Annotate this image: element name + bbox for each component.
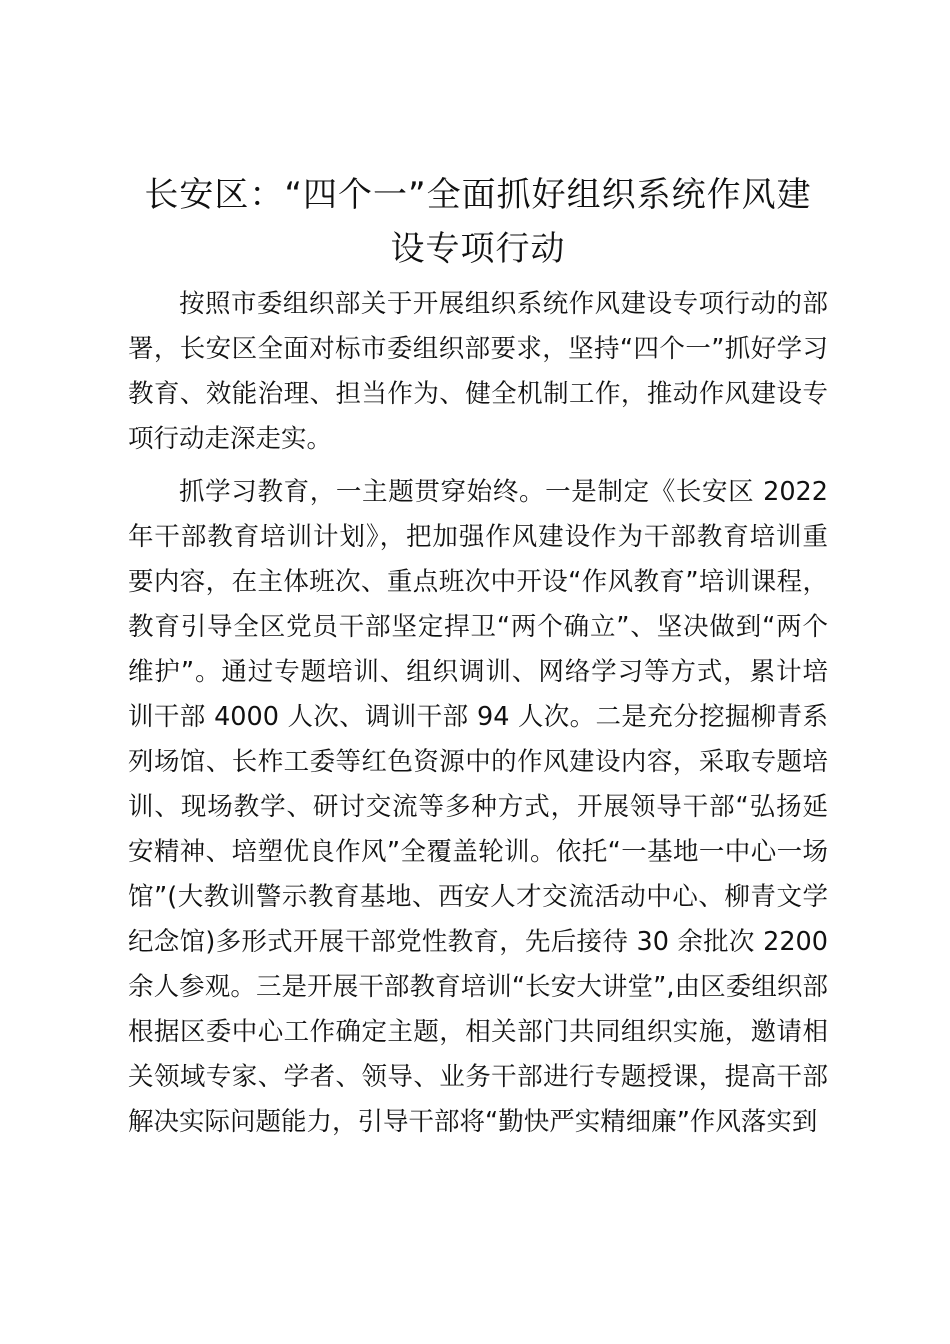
paragraph-intro: 按照市委组织部关于开展组织系统作风建设专项行动的部署，长安区全面对标市委组织部要求，坚持“四个一”抓好学习教育、效能治理、担当作为、健全机制工作，推动作风建设专项行动走深走实。 bbox=[128, 289, 828, 454]
title-line-1: 长安区：“四个一”全面抓好组织系统作风建 bbox=[144, 175, 812, 215]
document-title bbox=[128, 168, 828, 276]
title-line-2: 设专项行动 bbox=[390, 229, 566, 269]
document-content bbox=[128, 168, 828, 1153]
paragraph-study-education: 抓学习教育，一主题贯穿始终。一是制定《长安区 2022 年干部教育培训计划》，把加强作风建设作为干部教育培训重要内容，在主体班次、重点班次中开设“作风教育”培训课程，教育引导全区党员干部坚定捍卫“两个确立”、坚决做到“两个维护”。通过专题培训、组织调训、网络学习等方式，累计培训干部 4000 人次、调训干部 94 人次。二是充分挖掘柳青系列场馆、长柞工委等红色资源中的作风建设内容，采取专题培训、现场教学、研讨交流等多种方式，开展领导干部“弘扬延安精神、培塑优良作风”全覆盖轮训。依托“一基地一中心一场馆”(大教训警示教育基地、西安人才交流活动中心、柳青文学纪念馆)多形式开展干部党性教育，先后接待 30 余批次 2200 余人参观。三是开展干部教育培训“长安大讲堂”,由区委组织部根据区委中心工作确定主题，相关部门共同组织实施，邀请相关领域专家、学者、领导、业务干部进行专题授课，提高干部解决实际问题能力，引导干部将“勤快严实精细廉”作风落实到 bbox=[128, 477, 828, 1137]
